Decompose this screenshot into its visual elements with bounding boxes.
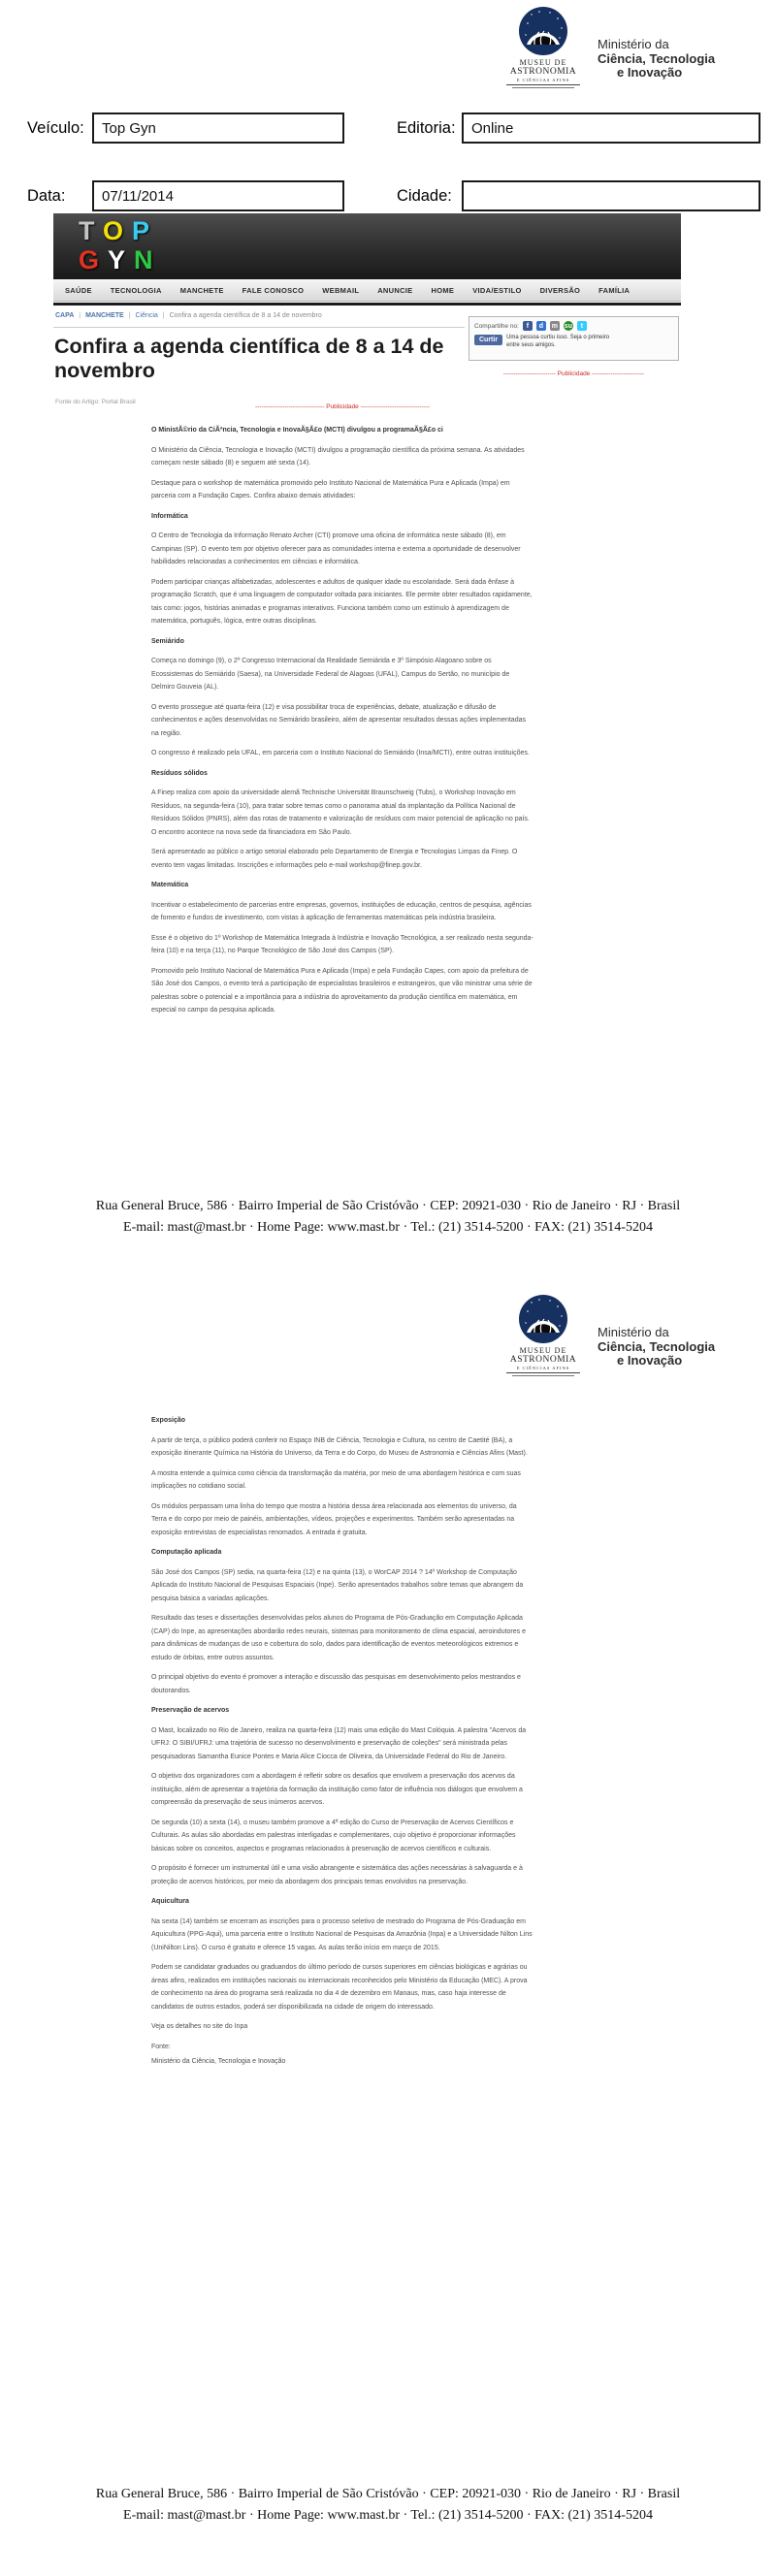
mast-logo bbox=[502, 6, 584, 88]
article-paragraph: Promovido pelo Instituto Nacional de Matemática Pura e Aplicada (Impa) e pela Fundação Capes, com apoio da prefeitura de São José dos Campos, o evento terá a participação de especialistas brasileiros e estrangeiros, que vão ministrar uma série de palestras sobre o potencial e a importância para a indústria do aproveitamento da produção científica em matemática, em especial no campo da pesquisa aplicada. bbox=[151, 967, 533, 1014]
nav-familia[interactable]: FAMÍLIA bbox=[598, 286, 630, 295]
logo-letter-g: G bbox=[79, 245, 109, 274]
article-title: Confira a agenda científica de 8 a 14 de novembro bbox=[54, 335, 444, 382]
logo-letter-p: P bbox=[132, 216, 159, 245]
article-paragraph: Resultado das teses e dissertações desenvolvidas pelos alunos do Programa de Pós-Graduação em Computação Aplicada (CAP) do Inpe, as apresentações abordarão redes neurais, sistemas para monitoramento de clima espacial, aeroindutores e para dinâmicas de mudanças de uso e cobertura do solo, dados para identificação de eventos meteorológicos extremos e estudo de órbitas, entre outros assuntos. bbox=[151, 1615, 526, 1661]
article-paragraph: Destaque para o workshop de matemática promovido pelo Instituto Nacional de Matemática Pura e Aplicada (Impa) em parceria com a Fundação Capes. Confira abaixo demais atividades: bbox=[151, 479, 510, 499]
twitter-icon[interactable]: t bbox=[577, 321, 587, 331]
article-paragraph: Podem se candidatar graduados ou graduandos do último período de cursos superiores em ciências biológicas e agrárias ou áreas afins, realizados em instituições nacionais ou internacionais reconhecidos pelo Ministério da Educação (MEC). A prova de conhecimento na área do programa será realizada no dia 4 de dezembro em Manaus, mas, caso haja interesse de candidatos de outros estados, poderá ser disponibilizada na cidade de origem do interessado. bbox=[151, 1964, 528, 2011]
article-paragraph: O propósito é fornecer um instrumental útil e uma visão abrangente e sistemática das ações necessárias à salvaguarda e à proteção de acervos históricos, por meio da abordagem dos principais temas envolvidos na preservação. bbox=[151, 1865, 523, 1885]
nav-vida-estilo[interactable]: VIDA/ESTILO bbox=[472, 286, 522, 295]
ministry-line3: e Inovação bbox=[617, 1353, 683, 1368]
breadcrumb-separator: | bbox=[162, 312, 165, 319]
logo-letter-o: O bbox=[103, 216, 133, 245]
article-paragraph: Podem participar crianças alfabetizadas, adolescentes e adultos de qualquer idade ou escolaridade. Será dada ênfase à programação Scratch, que é uma linguagem de computador voltada para iniciantes. Ele permite obter resultados rapidamente, tais como: jogos, histórias animadas e programas interativos. Funciona também como um estímulo à aprendizagem de matemática, português, lógica, entre outras disciplinas. bbox=[151, 578, 533, 625]
breadcrumb-capa[interactable]: CAPA bbox=[55, 312, 75, 319]
article-paragraph: O principal objetivo do evento é promover a interação e discussão das pesquisas em desenvolvimento pelos mestrandos e doutorandos. bbox=[151, 1674, 521, 1694]
ministry-line2: Ciência, Tecnologia bbox=[598, 1338, 716, 1354]
article-paragraph: A partir de terça, o público poderá conferir no Espaço INB de Ciência, Tecnologia e Cultura, no centro de Caetité (BA), a exposição itinerante Química na História do Universo, da Terra e do Corpo, do Museu de Astronomia e Ciências Afins (Mast). bbox=[151, 1436, 528, 1457]
stumbleupon-icon[interactable]: su bbox=[564, 322, 572, 330]
facebook-like-button[interactable]: Curtir bbox=[474, 335, 502, 345]
museum-name-line2: ASTRONOMIA bbox=[509, 1355, 577, 1365]
ministry-line1: Ministério da bbox=[598, 1325, 669, 1339]
article-paragraph: Começa no domingo (9), o 2º Congresso Internacional da Realidade Semiárida e 3º Simpósio Alagoano sobre os Ecossistemas do Semiárido (Saesa), na Universidade Federal de Alagoas (UFAL), Campus do Sertão, no município de Delmiro Gouveia (AL). bbox=[151, 658, 510, 691]
museum-name-line1: MUSEU DE bbox=[519, 58, 567, 67]
article-paragraph: O objetivo dos organizadores com a abordagem é refletir sobre os desafios que envolvem a preservação dos acervos da instituição, além de apresentar a trajetória da formação da instituição como fator de influência nos diálogos que envolvem a compreensão da preservação de seus inúmeros acervos. bbox=[151, 1773, 523, 1806]
like-text-line2: entre seus amigos. bbox=[506, 341, 556, 348]
article-paragraph: O Centro de Tecnologia da Informação Renato Archer (CTI) promove uma oficina de informática neste sábado (8), em Campinas (SP). O evento tem por objetivo oferecer para as comunidades interna e externa a oportunidade de desenvolver habilidades relacionadas a conhecimentos em ciências e informática. bbox=[151, 532, 521, 565]
cidade-label: Cidade: bbox=[397, 187, 452, 205]
nav-home[interactable]: HOME bbox=[431, 286, 455, 295]
museum-name-line2: ASTRONOMIA bbox=[509, 67, 577, 77]
share-widget bbox=[469, 316, 679, 361]
nav-saude[interactable]: SAÚDE bbox=[65, 286, 92, 295]
topgyn-logo[interactable] bbox=[79, 216, 162, 274]
article-paragraph: O Mast, localizado no Rio de Janeiro, realiza na quarta-feira (12) mais uma edição do Mast Colóquia. A palestra "Acervos da UFRJ: O SIBI/UFRJ: uma trajetória de sucesso no desenvolvimento e preservação de coleções" será ministrada pelas pesquisadoras Samantha Eunice Pontes e Maria Alice Ciocca de Oliveira, da Universidade Federal do Rio de Janeiro. bbox=[151, 1726, 527, 1760]
page2-footer bbox=[0, 2484, 776, 2527]
data-label: Data: bbox=[27, 187, 66, 205]
website-screenshot bbox=[53, 213, 681, 1014]
article-paragraph: Incentivar o estabelecimento de parcerias entre empresas, governos, instituições de educação, centros de pesquisa, agências de fomento e fundos de investimento, com vistas à aplicação de ferramentas matemáticas pela indústria brasileira. bbox=[151, 901, 532, 921]
footer-contacts: E-mail: mast@mast.br · Home Page: www.mast.br · Tel.: (21) 3514-5200 · FAX: (21) 3514-5204 bbox=[123, 1220, 653, 1235]
article-paragraph: A Finep realiza com apoio da universidade alemã Technische Universität Braunschweig (Tubs), o Workshop Inovação em Resíduos, na segunda-feira (10), para tratar sobre temas como o panorama atual da implantação da Política Nacional de Resíduos Sólidos (PNRS), além das rotas de tratamento e valorização de resíduos com maior potencial de aplicação no país. O encontro acontece na nova sede da financiadora em São Paulo. bbox=[151, 789, 530, 836]
data-input[interactable] bbox=[92, 180, 344, 211]
veiculo-label: Veículo: bbox=[27, 119, 84, 137]
article-paragraph: O evento prossegue até quarta-feira (12) e visa possibilitar troca de experiências, debate, atualização e difusão de conhecimentos e ações desenvolvidas no Semiárido brasileiro, além de apresentar resultados dessas ações implementadas na região. bbox=[151, 703, 526, 737]
breadcrumb bbox=[55, 312, 322, 319]
museum-rule bbox=[506, 1372, 580, 1373]
ministry-wordmark-page2 bbox=[598, 1326, 743, 1368]
nav-fale-conosco[interactable]: FALE CONOSCO bbox=[242, 286, 305, 295]
article-heading: Exposição bbox=[151, 1417, 186, 1424]
breadcrumb-manchete[interactable]: MANCHETE bbox=[85, 312, 124, 319]
article-paragraph: Esse é o objetivo do 1º Workshop de Matemática Integrada à Indústria e Inovação Tecnológica, a ser realizado nesta segunda-feira (10) e na terça (11), no Parque Tecnológico de São José dos Campos (SP). bbox=[151, 934, 534, 954]
logo-letter-t: T bbox=[79, 216, 104, 245]
breadcrumb-separator: | bbox=[79, 312, 81, 319]
article-fonte-label: Fonte: bbox=[151, 2043, 171, 2050]
observatory-dome-icon bbox=[518, 6, 568, 56]
museum-rule bbox=[506, 84, 580, 85]
museum-name-line1: MUSEU DE bbox=[519, 1346, 567, 1355]
cidade-input[interactable] bbox=[462, 180, 760, 211]
museum-rule-2 bbox=[512, 1375, 574, 1376]
article-paragraph: De segunda (10) a sexta (14), o museu também promove a 4ª edição do Curso de Preservação de Acervos Científicos e Culturais. As aulas são abordadas em palestras interligadas e complementares, cujo objetivo é proporcionar informações básicas sobre os conceitos, aspectos e programas relacionados à preservação de acervos científicos e culturais. bbox=[151, 1819, 516, 1852]
editoria-label: Editoria: bbox=[397, 119, 456, 137]
article-heading: Resíduos sólidos bbox=[151, 769, 208, 777]
nav-divider-rule bbox=[53, 303, 681, 306]
museum-name-line3: E CIÊNCIAS AFINS bbox=[516, 78, 570, 82]
nav-manchete[interactable]: MANCHETE bbox=[179, 286, 224, 295]
breadcrumb-rule bbox=[53, 327, 465, 328]
ministry-wordmark bbox=[598, 38, 743, 80]
nav-anuncie[interactable]: ANUNCIE bbox=[377, 286, 413, 295]
ministry-line3: e Inovação bbox=[617, 65, 683, 80]
article-paragraph: O congresso é realizado pela UFAL, em parceria com o Instituto Nacional do Semiárido (Insa/MCTI), entre outras instituições. bbox=[151, 750, 530, 757]
article-heading: Matemática bbox=[151, 882, 189, 888]
article-body-page1 bbox=[151, 424, 534, 1024]
footer-address: Rua General Bruce, 586 · Bairro Imperial de São Cristóvão · CEP: 20921-030 · Rio de Janeiro · RJ · Brasil bbox=[95, 2487, 681, 2501]
breadcrumb-separator: | bbox=[128, 312, 131, 319]
ministry-line2: Ciência, Tecnologia bbox=[598, 50, 716, 66]
page1-footer bbox=[0, 1196, 776, 1239]
share-label: Compartilhe no: bbox=[474, 322, 519, 330]
facebook-icon[interactable]: f bbox=[523, 321, 533, 331]
museum-rule-2 bbox=[512, 87, 574, 88]
site-navbar bbox=[53, 279, 681, 302]
museum-name-line3: E CIÊNCIAS AFINS bbox=[516, 1366, 570, 1370]
article-heading: Semiárido bbox=[151, 637, 184, 645]
footer-contacts: E-mail: mast@mast.br · Home Page: www.mast.br · Tel.: (21) 3514-5200 · FAX: (21) 3514-5204 bbox=[123, 2508, 653, 2523]
article-link-inpa[interactable]: Veja os detalhes no site do Inpa bbox=[151, 2023, 248, 2030]
article-heading: Computação aplicada bbox=[151, 1549, 222, 1556]
observatory-dome-icon bbox=[518, 1294, 568, 1344]
article-body-page2 bbox=[151, 1411, 534, 2076]
publicidade-divider-article: --------------------------------- Publicidade --------------------------------- bbox=[254, 403, 431, 410]
article-heading: Informática bbox=[151, 512, 188, 520]
editoria-input[interactable] bbox=[462, 113, 760, 144]
article-fonte-value: Ministério da Ciência, Tecnologia e Inovação bbox=[151, 2058, 286, 2065]
article-paragraph: O Ministério da Ciência, Tecnologia e Inovação (MCTI) divulgou a programação científica da próxima semana. As atividades começam neste sábado (8) e seguem até sexta (14). bbox=[151, 446, 525, 467]
delicious-icon[interactable]: d bbox=[536, 321, 546, 331]
article-source: Fonte do Artigo: Portal Brasil bbox=[55, 399, 136, 405]
publicidade-divider-sidebar: ------------------------- Publicidade ------------------------- bbox=[502, 370, 645, 377]
logo-letter-y: Y bbox=[108, 245, 135, 274]
site-header bbox=[53, 213, 681, 279]
mast-logo-page2 bbox=[502, 1294, 584, 1376]
article-paragraph: Os módulos perpassam uma linha do tempo que mostra a história dessa área relacionada aos elementos do universo, da Terra e do corpo por meio de painéis, ambientações, vídeos, projeções e experimentos. Também serão apresentadas na exposição entrevistas de especialistas renomados. A entrada é gratuita. bbox=[151, 1502, 517, 1536]
article-paragraph: A mostra entende a química como ciência da transformação da matéria, por meio de uma abordagem histórica e com suas implicações no cotidiano social. bbox=[151, 1469, 521, 1490]
article-paragraph: Será apresentado ao público o artigo setorial elaborado pelo Departamento de Energia e Tecnologias Limpas da Finep. O evento tem vagas limitadas. Inscrições e informações pelo e-mail workshop@finep.gov.br. bbox=[151, 849, 518, 869]
article-heading: Preservação de acervos bbox=[151, 1707, 230, 1714]
facebook-like-text bbox=[506, 335, 609, 349]
logo-letter-n: N bbox=[134, 245, 162, 274]
article-paragraph: O MinistÃ©rio da CiÃªncia, Tecnologia e InovaÃ§Ã£o (MCTI) divulgou a programaÃ§Ã£o ci bbox=[151, 427, 443, 434]
nav-webmail[interactable]: WEBMAIL bbox=[322, 286, 360, 295]
like-text-line1: Uma pessoa curtiu isso. Seja o primeiro bbox=[506, 335, 610, 340]
nav-tecnologia[interactable]: TECNOLOGIA bbox=[110, 286, 162, 295]
article-paragraph: São José dos Campos (SP) sedia, na quarta-feira (12) e na quinta (13), o WorCAP 2014 ? 14º Workshop de Computação Aplicada do Instituto Nacional de Pesquisas Espaciais (Inpe). Serão apresentados trabalhos sobre temas que abrangem da pesquisa básica a variadas aplicações. bbox=[151, 1568, 524, 1602]
veiculo-input[interactable] bbox=[92, 113, 344, 144]
myspace-icon[interactable]: m bbox=[551, 322, 558, 330]
ministry-line1: Ministério da bbox=[598, 37, 669, 51]
article-paragraph: Na sexta (14) também se encerram as inscrições para o processo seletivo de mestrado do Programa de Pós-Graduação em Aquicultura (PPG-Aqui), uma parceria entre o Instituto Nacional de Pesquisas da Amazônia (Inpa) e a Universidade Nilton Lins (UniNilton Lins). O curso é gratuito e oferece 15 vagas. As aulas terão início em março de 2015. bbox=[151, 1917, 533, 1951]
footer-address: Rua General Bruce, 586 · Bairro Imperial de São Cristóvão · CEP: 20921-030 · Rio de Janeiro · RJ · Brasil bbox=[95, 1199, 681, 1213]
nav-diversao[interactable]: DIVERSÃO bbox=[539, 286, 581, 295]
breadcrumb-current: Confira a agenda científica de 8 a 14 de novembro bbox=[169, 312, 322, 319]
article-heading: Aquicultura bbox=[151, 1898, 189, 1905]
breadcrumb-ciencia[interactable]: Ciência bbox=[135, 312, 158, 319]
